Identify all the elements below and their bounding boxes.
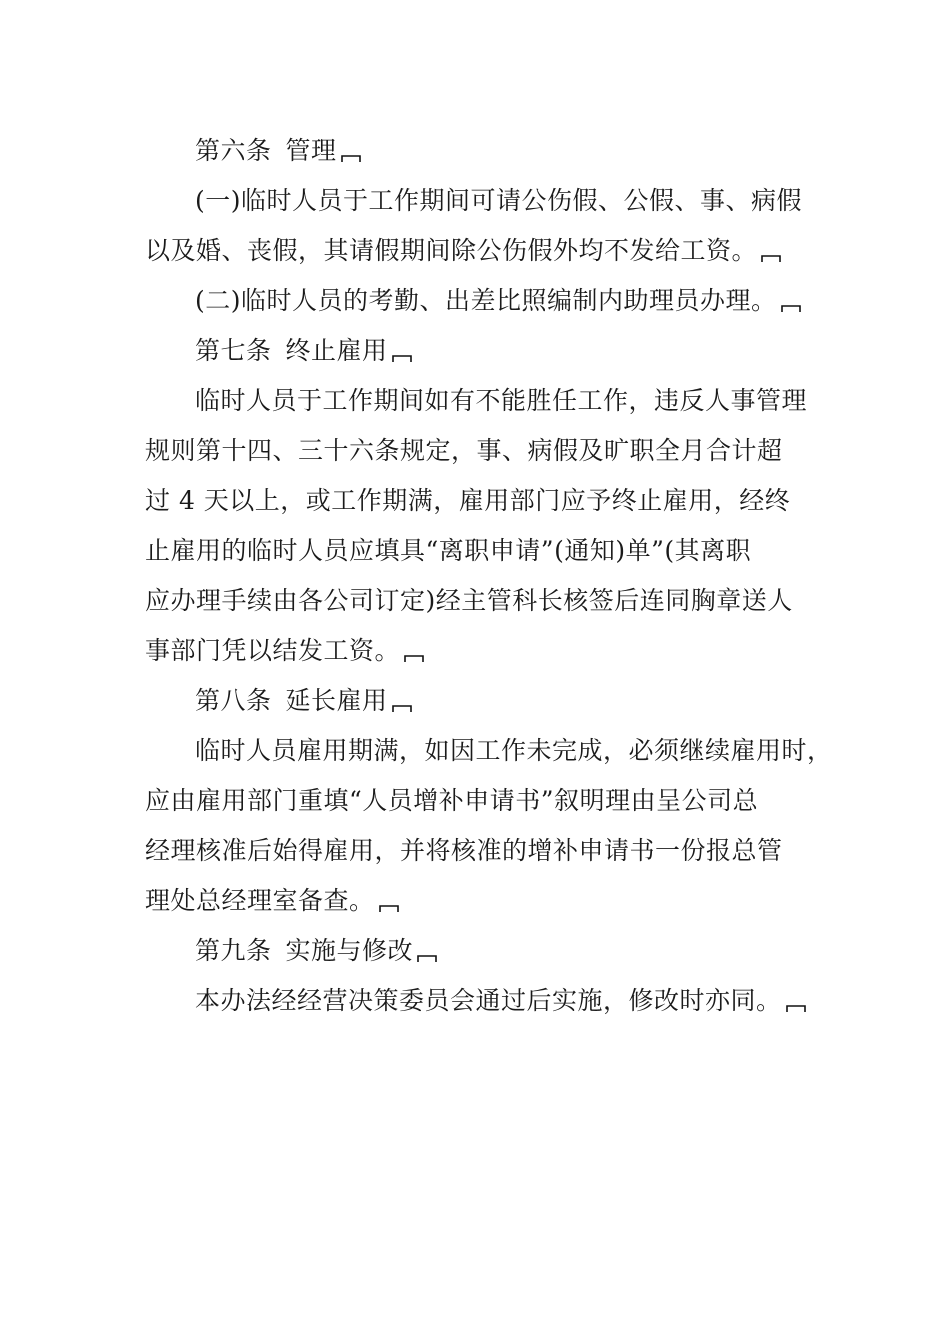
article-7-title: 终止雇用	[285, 336, 388, 365]
paragraph-mark-icon	[417, 953, 437, 963]
text-line: 应由雇用部门重填“人员增补申请书”叙明理由呈公司总	[145, 786, 759, 815]
paragraph-mark-icon	[761, 253, 781, 263]
article-8-number: 第八条	[195, 686, 272, 715]
text-line: (一)临时人员于工作期间可请公伤假、公假、事、病假	[195, 186, 803, 215]
article-8-title: 延长雇用	[285, 686, 388, 715]
paragraph-mark-icon	[786, 1003, 806, 1013]
text-line: 过 4 天以上，或工作期满，雇用部门应予终止雇用，经终	[145, 486, 791, 515]
article-9-number: 第九条	[195, 936, 272, 965]
paragraph-mark-icon	[392, 703, 412, 713]
text-line-wrap	[95, 626, 810, 676]
article-6-heading	[145, 126, 810, 176]
text-line: 理处总经理室备查。	[145, 886, 375, 915]
paragraph-mark-icon	[404, 653, 424, 663]
article-9-title: 实施与修改	[285, 936, 414, 965]
text-line: 临时人员于工作期间如有不能胜任工作，违反人事管理	[195, 386, 808, 415]
paragraph-mark-icon	[341, 153, 361, 163]
text-line: 经理核准后始得雇用，并将核准的增补申请书一份报总管	[145, 836, 783, 865]
text-line: 应办理手续由各公司订定)经主管科长核签后连同胸章送人	[145, 586, 793, 615]
article-6-clause-2	[145, 276, 810, 326]
paragraph-mark-icon	[781, 303, 801, 313]
article-6-title: 管理	[285, 136, 337, 165]
text-line: 本办法经经营决策委员会通过后实施，修改时亦同。	[195, 986, 782, 1015]
article-9-heading	[145, 926, 810, 976]
article-6-clause-1	[145, 176, 810, 276]
article-9-body	[145, 976, 810, 1026]
article-7-heading	[145, 326, 810, 376]
text-line: 以及婚、丧假，其请假期间除公伤假外均不发给工资。	[145, 236, 758, 265]
article-6-number: 第六条	[195, 136, 272, 165]
paragraph-mark-icon	[392, 353, 412, 363]
text-line: 止雇用的临时人员应填具“离职申请”(通知)单”(其离职	[145, 536, 752, 565]
article-8-heading	[145, 676, 810, 726]
paragraph-mark-icon	[379, 903, 399, 913]
text-line-wrap	[95, 226, 810, 276]
text-line: (二)临时人员的考勤、出差比照编制内助理员办理。	[195, 286, 777, 315]
text-line: 临时人员雇用期满，如因工作未完成，必须继续雇用时，	[195, 736, 833, 765]
text-line: 事部门凭以结发工资。	[145, 636, 401, 665]
document-body	[145, 126, 833, 1026]
article-7-number: 第七条	[195, 336, 272, 365]
text-line: 规则第十四、三十六条规定，事、病假及旷职全月合计超	[145, 436, 783, 465]
article-8-body	[145, 726, 833, 926]
article-7-body	[145, 376, 810, 676]
text-line-wrap	[95, 876, 810, 926]
